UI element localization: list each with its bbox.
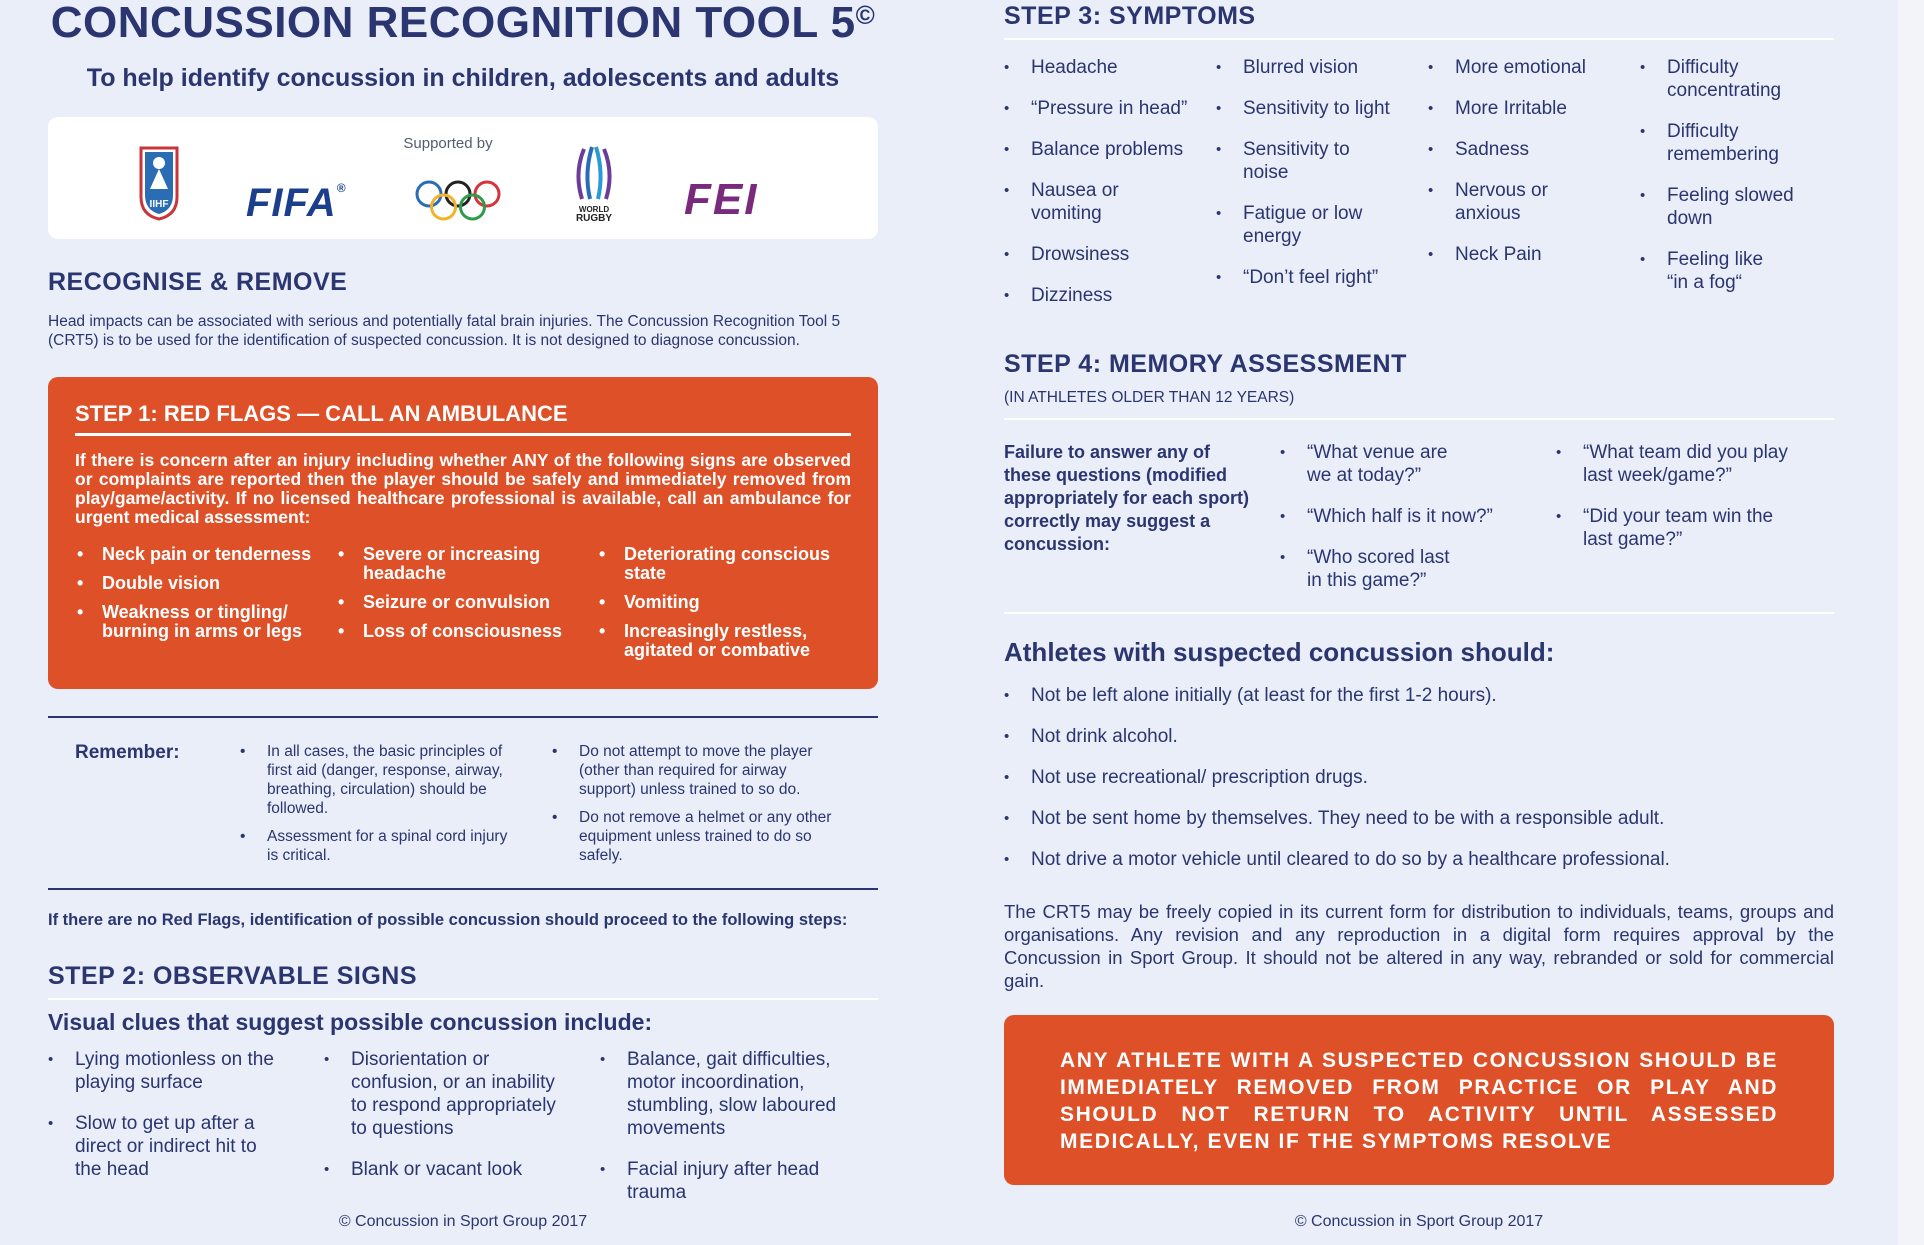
- memory-questions-col2: [1556, 441, 1806, 569]
- list-item: • Not drive a motor vehicle until cleared to do so by a healthcare professional.: [1004, 848, 1834, 871]
- list-item: • Not drink alcohol.: [1004, 725, 1834, 748]
- step2-rule: [48, 998, 878, 1000]
- list-item: • “What venue are we at today?”: [1280, 441, 1467, 487]
- list-item: • Nervous or anxious: [1428, 179, 1575, 225]
- remember-label: Remember:: [75, 742, 180, 763]
- divider: [48, 888, 878, 890]
- fifa-logo: FIFA®: [246, 181, 347, 225]
- crt5-copy-notice: The CRT5 may be freely copied in its current form for distribution to individuals, teams, groups and organisations. Any revision and any reproduction in a digital form requires approval by the Concussion in Sport Group. It should not be altered in any way, rebranded or sold for commercial gain.: [1004, 901, 1834, 991]
- step4-heading: STEP 4: MEMORY ASSESSMENT: [1004, 350, 1407, 378]
- list-item: • More emotional: [1428, 56, 1628, 79]
- list-item: • Loss of consciousness: [336, 622, 576, 641]
- list-item: • Balance problems: [1004, 138, 1204, 161]
- list-item: • Slow to get up after a direct or indirect hit to the head: [48, 1112, 278, 1181]
- list-item: • “Did your team win the last game?”: [1556, 505, 1783, 551]
- red-flags-col2: [336, 545, 576, 651]
- page-edge: [1898, 0, 1924, 1245]
- list-item: • Difficulty concentrating: [1640, 56, 1807, 102]
- observable-col2: [324, 1048, 574, 1199]
- world-rugby-logo: WORLD RUGBY: [564, 145, 624, 224]
- step4-subheading: (IN ATHLETES OLDER THAN 12 YEARS): [1004, 389, 1295, 406]
- list-item: • Blank or vacant look: [324, 1158, 574, 1181]
- observable-col1: [48, 1048, 278, 1199]
- list-item: • “Who scored last in this game?”: [1280, 546, 1467, 592]
- symptoms-col1: [1004, 56, 1204, 325]
- recognise-heading: RECOGNISE & REMOVE: [48, 268, 348, 296]
- recognise-text: Head impacts can be associated with serious and potentially fatal brain injuries. The Concussion Recognition Tool 5 (CRT5) is to be used for the identification of suspected concussion. It is not designed to diagnose concussion.: [48, 313, 841, 349]
- list-item: • Neck Pain: [1428, 243, 1628, 266]
- step4-rule: [1004, 418, 1834, 420]
- list-item: • Seizure or convulsion: [336, 593, 576, 612]
- remember-col1: [240, 742, 510, 874]
- divider: [1004, 612, 1834, 614]
- list-item: • Nausea or vomiting: [1004, 179, 1151, 225]
- list-item: • Not use recreational/ prescription drugs.: [1004, 766, 1834, 789]
- removal-warning-text: ANY ATHLETE WITH A SUSPECTED CONCUSSION SHOULD BE IMMEDIATELY REMOVED FROM PRACTICE OR PLAY AND SHOULD NOT RETURN TO ACTIVITY UNTIL ASSESSED MEDICALLY, EVEN IF THE SYMPTOMS RESOLVE: [1060, 1049, 1778, 1153]
- list-item: • Dizziness: [1004, 284, 1204, 307]
- list-item: • “Don’t feel right”: [1216, 266, 1416, 289]
- list-item: • In all cases, the basic principles of first aid (danger, response, airway, breathing, circulation) should be followed.: [240, 742, 510, 818]
- svg-text:IIHF: IIHF: [149, 199, 169, 210]
- list-item: • Headache: [1004, 56, 1204, 79]
- remember-col2: [552, 742, 842, 874]
- memory-questions-col1: [1280, 441, 1510, 610]
- list-item: • More Irritable: [1428, 97, 1628, 120]
- list-item: • Vomiting: [597, 593, 837, 612]
- step3-rule: [1004, 38, 1834, 40]
- list-item: • Balance, gait difficulties, motor incoordination, stumbling, slow laboured movements: [600, 1048, 870, 1140]
- footer-left: © Concussion in Sport Group 2017: [338, 1213, 588, 1230]
- list-item: • “Which half is it now?”: [1280, 505, 1510, 528]
- step2-heading: STEP 2: OBSERVABLE SIGNS: [48, 962, 418, 990]
- step2-subheading: Visual clues that suggest possible concussion include:: [48, 1009, 653, 1035]
- list-item: • Severe or increasing headache: [336, 545, 576, 583]
- symptoms-col4: [1640, 56, 1830, 312]
- list-item: • Weakness or tingling/ burning in arms or legs: [75, 603, 315, 641]
- list-item: • Sensitivity to noise: [1216, 138, 1353, 184]
- list-item: • Assessment for a spinal cord injury is critical.: [240, 827, 510, 865]
- list-item: • Fatigue or low energy: [1216, 202, 1363, 248]
- list-item: • Increasingly restless, agitated or combative: [597, 622, 837, 660]
- list-item: • Sensitivity to light: [1216, 97, 1416, 120]
- footer-right: © Concussion in Sport Group 2017: [1294, 1213, 1544, 1230]
- list-item: • Feeling slowed down: [1640, 184, 1807, 230]
- list-item: • Blurred vision: [1216, 56, 1416, 79]
- list-item: • Drowsiness: [1004, 243, 1204, 266]
- list-item: • Sadness: [1428, 138, 1628, 161]
- olympic-rings-logo: [414, 179, 502, 228]
- step1-text: If there is concern after an injury including whether ANY of the following signs are observed or complaints are reported then the player should be safely and immediately removed from play/game/activity. If no licensed healthcare professional is available, call an ambulance for urgent medical assessment:: [75, 450, 851, 527]
- step1-rule: [75, 433, 851, 436]
- list-item: • Not be left alone initially (at least for the first 1-2 hours).: [1004, 684, 1834, 707]
- divider: [48, 716, 878, 718]
- step3-heading: STEP 3: SYMPTOMS: [1004, 2, 1256, 30]
- list-item: • Neck pain or tenderness: [75, 545, 315, 564]
- red-flags-col1: [75, 545, 315, 651]
- list-item: • Not be sent home by themselves. They need to be with a responsible adult.: [1004, 807, 1834, 830]
- observable-col3: [600, 1048, 870, 1222]
- removal-warning-banner: [1004, 1015, 1834, 1185]
- list-item: • Difficulty remembering: [1640, 120, 1807, 166]
- list-item: • Do not remove a helmet or any other equipment unless trained to do so safely.: [552, 808, 842, 865]
- list-item: • Do not attempt to move the player (other than required for airway support) unless trained to so do.: [552, 742, 842, 799]
- list-item: • “What team did you play last week/game?”: [1556, 441, 1806, 487]
- list-item: • Deteriorating conscious state: [597, 545, 837, 583]
- no-red-flags-note: If there are no Red Flags, identification of possible concussion should proceed to the following steps:: [48, 911, 848, 929]
- fei-logo: FEI: [684, 175, 759, 224]
- iihf-logo: [138, 145, 180, 226]
- list-item: • Double vision: [75, 574, 315, 593]
- athletes-list: [1004, 684, 1834, 889]
- red-flags-panel: [48, 377, 878, 689]
- list-item: • Feeling like “in a fog“: [1640, 248, 1777, 294]
- logo-panel: [48, 117, 878, 239]
- step1-heading: STEP 1: RED FLAGS — CALL AN AMBULANCE: [75, 401, 568, 426]
- page-subtitle: To help identify concussion in children, adolescents and adults: [86, 64, 840, 92]
- list-item: • Lying motionless on the playing surface: [48, 1048, 278, 1094]
- red-flags-col3: [597, 545, 837, 670]
- list-item: • Facial injury after head trauma: [600, 1158, 870, 1204]
- supported-by-label: Supported by: [403, 135, 493, 152]
- list-item: • “Pressure in head”: [1004, 97, 1204, 120]
- symptoms-col3: [1428, 56, 1628, 284]
- athletes-heading: Athletes with suspected concussion should:: [1004, 637, 1555, 667]
- list-item: • Disorientation or confusion, or an inability to respond appropriately to questions: [324, 1048, 574, 1140]
- page-title: CONCUSSION RECOGNITION TOOL 5©: [50, 0, 876, 47]
- memory-note: Failure to answer any of these questions (modified appropriately for each sport) correctly may suggest a concussion:: [1004, 442, 1250, 554]
- symptoms-col2: [1216, 56, 1416, 307]
